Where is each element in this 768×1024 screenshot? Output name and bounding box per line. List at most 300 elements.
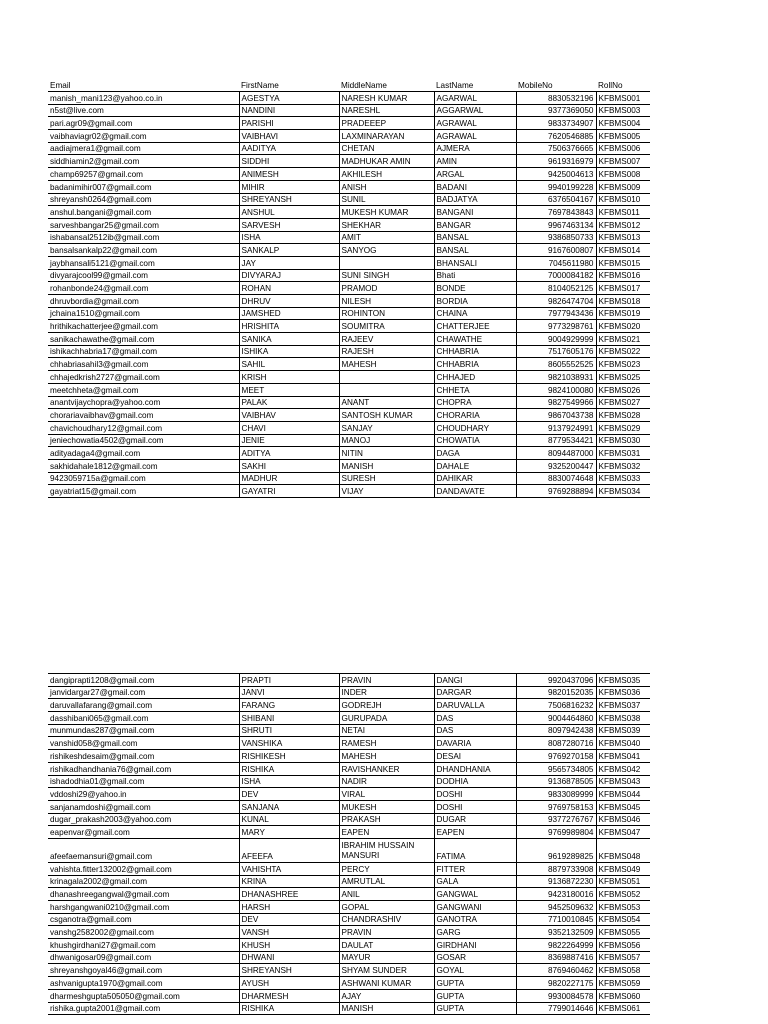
cell-middlename: MUKESH	[339, 800, 434, 813]
cell-rollno: KFBMS009	[596, 180, 650, 193]
cell-rollno: KFBMS061	[596, 1002, 650, 1015]
table-row	[48, 231, 650, 244]
cell-mobileno: 9377369050	[516, 104, 596, 117]
cell-middlename: CHETAN	[339, 142, 434, 155]
table-row	[48, 206, 650, 219]
cell-rollno: KFBMS047	[596, 826, 650, 839]
cell-rollno: KFBMS012	[596, 218, 650, 231]
cell-mobileno: 9967463134	[516, 218, 596, 231]
cell-middlename: GOPAL	[339, 901, 434, 914]
table-row	[48, 256, 650, 269]
cell-rollno: KFBMS049	[596, 862, 650, 875]
cell-rollno: KFBMS016	[596, 269, 650, 282]
cell-firstname: VANSHIKA	[239, 737, 339, 750]
cell-lastname: BONDE	[434, 282, 516, 295]
table-row	[48, 244, 650, 257]
cell-firstname: FARANG	[239, 699, 339, 712]
cell-lastname: DODHIA	[434, 775, 516, 788]
cell-lastname: GIRDHANI	[434, 939, 516, 952]
table-row	[48, 788, 650, 801]
cell-email: krinagala2002@gmail.com	[48, 875, 239, 888]
cell-email: pari.agr09@gmail.com	[48, 117, 239, 130]
cell-rollno: KFBMS059	[596, 977, 650, 990]
cell-email: sanikachawathe@gmail.com	[48, 333, 239, 346]
cell-email: dasshibani065@gmail.com	[48, 712, 239, 725]
cell-rollno: KFBMS044	[596, 788, 650, 801]
cell-mobileno: 9867043738	[516, 409, 596, 422]
table-row	[48, 686, 650, 699]
cell-lastname: BHANSALI	[434, 256, 516, 269]
cell-firstname: DHARMESH	[239, 989, 339, 1002]
table-row	[48, 180, 650, 193]
cell-middlename: DAULAT	[339, 939, 434, 952]
cell-middlename: SURESH	[339, 472, 434, 485]
cell-middlename: RAVISHANKER	[339, 762, 434, 775]
cell-firstname: ANIMESH	[239, 168, 339, 181]
cell-lastname: DAS	[434, 712, 516, 725]
header-middlename: MiddleName	[339, 79, 434, 92]
cell-email: daruvallafarang@gmail.com	[48, 699, 239, 712]
cell-lastname: GOSAR	[434, 951, 516, 964]
cell-firstname: PALAK	[239, 396, 339, 409]
table-row	[48, 104, 650, 117]
cell-mobileno: 7000084182	[516, 269, 596, 282]
cell-firstname: AYUSH	[239, 977, 339, 990]
table-row	[48, 674, 650, 687]
cell-email: ishadodhia01@gmail.com	[48, 775, 239, 788]
cell-rollno: KFBMS033	[596, 472, 650, 485]
cell-mobileno: 6376504167	[516, 193, 596, 206]
cell-mobileno: 8830532196	[516, 92, 596, 105]
cell-email: badanimihir007@gmail.com	[48, 180, 239, 193]
cell-mobileno: 9773298761	[516, 320, 596, 333]
cell-middlename	[339, 256, 434, 269]
cell-email: dhanashreegangwal@gmail.com	[48, 888, 239, 901]
cell-rollno: KFBMS048	[596, 838, 650, 862]
cell-firstname: RISHIKESH	[239, 750, 339, 763]
cell-email: jaybhansali5121@gmail.com	[48, 256, 239, 269]
cell-mobileno: 9824100080	[516, 383, 596, 396]
cell-email: vahishta.fitter132002@gmail.com	[48, 862, 239, 875]
table-row	[48, 838, 650, 862]
cell-mobileno: 9452509632	[516, 901, 596, 914]
table-row	[48, 434, 650, 447]
cell-middlename: SANTOSH KUMAR	[339, 409, 434, 422]
cell-email: ashvanigupta1970@gmail.com	[48, 977, 239, 990]
cell-email: rohanbonde24@gmail.com	[48, 282, 239, 295]
cell-firstname: MEET	[239, 383, 339, 396]
cell-rollno: KFBMS026	[596, 383, 650, 396]
cell-rollno: KFBMS041	[596, 750, 650, 763]
cell-lastname: CHHETA	[434, 383, 516, 396]
cell-rollno: KFBMS045	[596, 800, 650, 813]
table-row	[48, 724, 650, 737]
cell-middlename: ASHWANI KUMAR	[339, 977, 434, 990]
student-table-bottom	[48, 673, 650, 1015]
cell-firstname: JAMSHED	[239, 307, 339, 320]
cell-middlename: PRAVIN	[339, 674, 434, 687]
cell-mobileno: 7045611980	[516, 256, 596, 269]
cell-mobileno: 8769460462	[516, 964, 596, 977]
cell-mobileno: 9136878505	[516, 775, 596, 788]
cell-lastname: AMIN	[434, 155, 516, 168]
cell-email: eapenvar@gmail.com	[48, 826, 239, 839]
cell-middlename: CHANDRASHIV	[339, 913, 434, 926]
cell-middlename: AMIT	[339, 231, 434, 244]
cell-lastname: DAGA	[434, 447, 516, 460]
table-row	[48, 447, 650, 460]
cell-mobileno: 9826474704	[516, 295, 596, 308]
table-row	[48, 737, 650, 750]
table-row	[48, 295, 650, 308]
cell-lastname: DAHIKAR	[434, 472, 516, 485]
cell-firstname: SHREYANSH	[239, 964, 339, 977]
cell-email: csganotra@gmail.com	[48, 913, 239, 926]
cell-firstname: AFEEFA	[239, 838, 339, 862]
table-row	[48, 951, 650, 964]
cell-rollno: KFBMS040	[596, 737, 650, 750]
header-firstname: FirstName	[239, 79, 339, 92]
cell-mobileno: 9821038931	[516, 371, 596, 384]
header-row	[48, 79, 650, 92]
table-row	[48, 977, 650, 990]
cell-rollno: KFBMS056	[596, 939, 650, 952]
cell-lastname: BANGANI	[434, 206, 516, 219]
cell-email: 9423059715a@gmail.com	[48, 472, 239, 485]
cell-firstname: ROHAN	[239, 282, 339, 295]
cell-email: adityadaga4@gmail.com	[48, 447, 239, 460]
cell-firstname: KRINA	[239, 875, 339, 888]
cell-lastname: GANGWANI	[434, 901, 516, 914]
cell-lastname: BORDIA	[434, 295, 516, 308]
table-row	[48, 155, 650, 168]
cell-mobileno: 9769270158	[516, 750, 596, 763]
cell-mobileno: 9423180016	[516, 888, 596, 901]
cell-middlename: RAJEEV	[339, 333, 434, 346]
cell-firstname: MADHUR	[239, 472, 339, 485]
cell-middlename: RAMESH	[339, 737, 434, 750]
table-row	[48, 485, 650, 498]
table-row	[48, 383, 650, 396]
table-row	[48, 800, 650, 813]
cell-mobileno: 9769288894	[516, 485, 596, 498]
cell-middlename: MANISH	[339, 459, 434, 472]
cell-middlename: AJAY	[339, 989, 434, 1002]
cell-middlename: SOUMITRA	[339, 320, 434, 333]
cell-lastname: GARG	[434, 926, 516, 939]
cell-firstname: SAHIL	[239, 358, 339, 371]
table-row	[48, 712, 650, 725]
cell-lastname: CHATTERJEE	[434, 320, 516, 333]
cell-email: munmundas287@gmail.com	[48, 724, 239, 737]
cell-email: dhwanigosar09@gmail.com	[48, 951, 239, 964]
cell-rollno: KFBMS003	[596, 104, 650, 117]
cell-middlename: AMRUTLAL	[339, 875, 434, 888]
cell-firstname: DIVYARAJ	[239, 269, 339, 282]
cell-firstname: PRAPTI	[239, 674, 339, 687]
header-rollno: RollNo	[596, 79, 650, 92]
table-row	[48, 421, 650, 434]
cell-mobileno: 9930084578	[516, 989, 596, 1002]
cell-email: dugar_prakash2003@yahoo.com	[48, 813, 239, 826]
cell-mobileno: 9827549966	[516, 396, 596, 409]
cell-mobileno: 9565734805	[516, 762, 596, 775]
table-row	[48, 269, 650, 282]
cell-rollno: KFBMS043	[596, 775, 650, 788]
table-row	[48, 826, 650, 839]
cell-lastname: BADJATYA	[434, 193, 516, 206]
cell-email: chorariavaibhav@gmail.com	[48, 409, 239, 422]
cell-rollno: KFBMS030	[596, 434, 650, 447]
cell-rollno: KFBMS010	[596, 193, 650, 206]
cell-mobileno: 8087280716	[516, 737, 596, 750]
cell-email: jeniechowatia4502@gmail.com	[48, 434, 239, 447]
cell-rollno: KFBMS006	[596, 142, 650, 155]
cell-mobileno: 8779534421	[516, 434, 596, 447]
cell-rollno: KFBMS042	[596, 762, 650, 775]
cell-mobileno: 9769989804	[516, 826, 596, 839]
cell-middlename: PERCY	[339, 862, 434, 875]
cell-rollno: KFBMS028	[596, 409, 650, 422]
table-row	[48, 320, 650, 333]
cell-lastname: DOSHI	[434, 800, 516, 813]
cell-email: dharmeshgupta505050@gmail.com	[48, 989, 239, 1002]
cell-firstname: ISHA	[239, 231, 339, 244]
cell-email: ishikachhabria17@gmail.com	[48, 345, 239, 358]
cell-rollno: KFBMS055	[596, 926, 650, 939]
cell-rollno: KFBMS052	[596, 888, 650, 901]
cell-email: chhajedkrish2727@gmail.com	[48, 371, 239, 384]
cell-lastname: CHOWATIA	[434, 434, 516, 447]
table-row	[48, 926, 650, 939]
cell-middlename: SHEKHAR	[339, 218, 434, 231]
cell-middlename: NETAI	[339, 724, 434, 737]
cell-firstname: KUNAL	[239, 813, 339, 826]
cell-firstname: SAKHI	[239, 459, 339, 472]
cell-mobileno: 9619289825	[516, 838, 596, 862]
cell-email: shreyanshgoyal46@gmail.com	[48, 964, 239, 977]
cell-email: sakhidahale1812@gmail.com	[48, 459, 239, 472]
cell-firstname: RISHIKA	[239, 762, 339, 775]
table-row	[48, 333, 650, 346]
cell-mobileno: 9920437096	[516, 674, 596, 687]
cell-email: gayatriat15@gmail.com	[48, 485, 239, 498]
table-row	[48, 193, 650, 206]
cell-mobileno: 9833734907	[516, 117, 596, 130]
cell-email: rishikadhandhania76@gmail.com	[48, 762, 239, 775]
cell-middlename: MAHESH	[339, 358, 434, 371]
cell-middlename: NITIN	[339, 447, 434, 460]
table-row	[48, 901, 650, 914]
cell-middlename: ANISH	[339, 180, 434, 193]
cell-lastname: DANGI	[434, 674, 516, 687]
cell-mobileno: 9820152035	[516, 686, 596, 699]
cell-lastname: CHOUDHARY	[434, 421, 516, 434]
cell-lastname: BANSAL	[434, 231, 516, 244]
cell-rollno: KFBMS022	[596, 345, 650, 358]
cell-mobileno: 8094487000	[516, 447, 596, 460]
cell-mobileno: 9820227175	[516, 977, 596, 990]
cell-firstname: MIHIR	[239, 180, 339, 193]
cell-lastname: EAPEN	[434, 826, 516, 839]
table-row	[48, 472, 650, 485]
table-row	[48, 92, 650, 105]
cell-lastname: BADANI	[434, 180, 516, 193]
cell-rollno: KFBMS005	[596, 130, 650, 143]
cell-firstname: SHREYANSH	[239, 193, 339, 206]
cell-mobileno: 9004929999	[516, 333, 596, 346]
table-row	[48, 813, 650, 826]
cell-lastname: FITTER	[434, 862, 516, 875]
cell-firstname: VANSH	[239, 926, 339, 939]
cell-rollno: KFBMS018	[596, 295, 650, 308]
cell-mobileno: 7977943436	[516, 307, 596, 320]
cell-rollno: KFBMS008	[596, 168, 650, 181]
cell-rollno: KFBMS007	[596, 155, 650, 168]
cell-rollno: KFBMS051	[596, 875, 650, 888]
cell-lastname: GALA	[434, 875, 516, 888]
cell-middlename: GURUPADA	[339, 712, 434, 725]
header-lastname: LastName	[434, 79, 516, 92]
cell-lastname: ARGAL	[434, 168, 516, 181]
cell-middlename: VIJAY	[339, 485, 434, 498]
cell-mobileno: 7517605176	[516, 345, 596, 358]
cell-middlename: MANOJ	[339, 434, 434, 447]
cell-lastname: CHORARIA	[434, 409, 516, 422]
table-row	[48, 913, 650, 926]
cell-email: ishabansal2512ib@gmail.com	[48, 231, 239, 244]
cell-rollno: KFBMS015	[596, 256, 650, 269]
cell-mobileno: 9325200447	[516, 459, 596, 472]
cell-middlename	[339, 371, 434, 384]
cell-email: hrithikachatterjee@gmail.com	[48, 320, 239, 333]
cell-rollno: KFBMS036	[596, 686, 650, 699]
cell-lastname: CHOPRA	[434, 396, 516, 409]
cell-email: janvidargar27@gmail.com	[48, 686, 239, 699]
table-row	[48, 130, 650, 143]
table-row	[48, 345, 650, 358]
cell-email: dangiprapti1208@gmail.com	[48, 674, 239, 687]
cell-firstname: DHWANI	[239, 951, 339, 964]
cell-email: aadiajmera1@gmail.com	[48, 142, 239, 155]
cell-rollno: KFBMS004	[596, 117, 650, 130]
table-row	[48, 875, 650, 888]
cell-firstname: ISHA	[239, 775, 339, 788]
cell-email: siddhiamin2@gmail.com	[48, 155, 239, 168]
cell-email: jchaina1510@gmail.com	[48, 307, 239, 320]
cell-firstname: KRISH	[239, 371, 339, 384]
cell-lastname: DOSHI	[434, 788, 516, 801]
cell-rollno: KFBMS037	[596, 699, 650, 712]
cell-middlename: NARESHL	[339, 104, 434, 117]
cell-middlename: MUKESH KUMAR	[339, 206, 434, 219]
cell-lastname: DAHALE	[434, 459, 516, 472]
cell-middlename: INDER	[339, 686, 434, 699]
cell-email: vanshg2582002@gmail.com	[48, 926, 239, 939]
cell-lastname: DUGAR	[434, 813, 516, 826]
cell-rollno: KFBMS029	[596, 421, 650, 434]
cell-rollno: KFBMS039	[596, 724, 650, 737]
table-row	[48, 459, 650, 472]
cell-middlename: MADHUKAR AMIN	[339, 155, 434, 168]
cell-middlename: SUNIL	[339, 193, 434, 206]
cell-firstname: SHRUTI	[239, 724, 339, 737]
cell-firstname: DHRUV	[239, 295, 339, 308]
cell-lastname: DARUVALLA	[434, 699, 516, 712]
cell-middlename: ANIL	[339, 888, 434, 901]
cell-rollno: KFBMS014	[596, 244, 650, 257]
cell-rollno: KFBMS046	[596, 813, 650, 826]
cell-mobileno: 7799014646	[516, 1002, 596, 1015]
header-mobileno: MobileNo	[516, 79, 596, 92]
cell-firstname: KHUSH	[239, 939, 339, 952]
cell-lastname: AGARWAL	[434, 92, 516, 105]
cell-lastname: DAS	[434, 724, 516, 737]
cell-rollno: KFBMS038	[596, 712, 650, 725]
table-row	[48, 358, 650, 371]
cell-lastname: CHHABRIA	[434, 358, 516, 371]
cell-email: khushgirdhani27@gmail.com	[48, 939, 239, 952]
cell-firstname: JAY	[239, 256, 339, 269]
cell-middlename: SANJAY	[339, 421, 434, 434]
cell-email: shreyansh0264@gmail.com	[48, 193, 239, 206]
cell-lastname: AGGARWAL	[434, 104, 516, 117]
cell-middlename	[339, 383, 434, 396]
cell-mobileno: 9769758153	[516, 800, 596, 813]
cell-firstname: HRISHITA	[239, 320, 339, 333]
student-table-top	[48, 79, 650, 498]
cell-rollno: KFBMS027	[596, 396, 650, 409]
cell-lastname: DARGAR	[434, 686, 516, 699]
cell-firstname: MARY	[239, 826, 339, 839]
cell-firstname: SANKALP	[239, 244, 339, 257]
cell-mobileno: 7620546885	[516, 130, 596, 143]
cell-lastname: CHAINA	[434, 307, 516, 320]
cell-rollno: KFBMS054	[596, 913, 650, 926]
cell-lastname: Bhati	[434, 269, 516, 282]
cell-middlename: SHYAM SUNDER	[339, 964, 434, 977]
cell-middlename: MAYUR	[339, 951, 434, 964]
cell-mobileno: 9822264999	[516, 939, 596, 952]
cell-mobileno: 7506376665	[516, 142, 596, 155]
table-row	[48, 750, 650, 763]
table-row	[48, 775, 650, 788]
cell-firstname: VAIBHAV	[239, 409, 339, 422]
cell-email: manish_mani123@yahoo.co.in	[48, 92, 239, 105]
cell-email: divyarajcool99@gmail.com	[48, 269, 239, 282]
cell-rollno: KFBMS023	[596, 358, 650, 371]
cell-mobileno: 9386850733	[516, 231, 596, 244]
cell-firstname: PARISHI	[239, 117, 339, 130]
table-row	[48, 939, 650, 952]
cell-lastname: AGRAWAL	[434, 130, 516, 143]
cell-lastname: AJMERA	[434, 142, 516, 155]
cell-middlename: ANANT	[339, 396, 434, 409]
table-row	[48, 964, 650, 977]
table-row	[48, 862, 650, 875]
cell-email: anshul.bangani@gmail.com	[48, 206, 239, 219]
cell-firstname: DEV	[239, 788, 339, 801]
cell-email: sanjanamdoshi@gmail.com	[48, 800, 239, 813]
cell-firstname: DEV	[239, 913, 339, 926]
cell-rollno: KFBMS025	[596, 371, 650, 384]
cell-rollno: KFBMS031	[596, 447, 650, 460]
cell-mobileno: 9004464860	[516, 712, 596, 725]
cell-firstname: HARSH	[239, 901, 339, 914]
table-row	[48, 699, 650, 712]
cell-lastname: CHAWATHE	[434, 333, 516, 346]
cell-email: champ69257@gmail.com	[48, 168, 239, 181]
